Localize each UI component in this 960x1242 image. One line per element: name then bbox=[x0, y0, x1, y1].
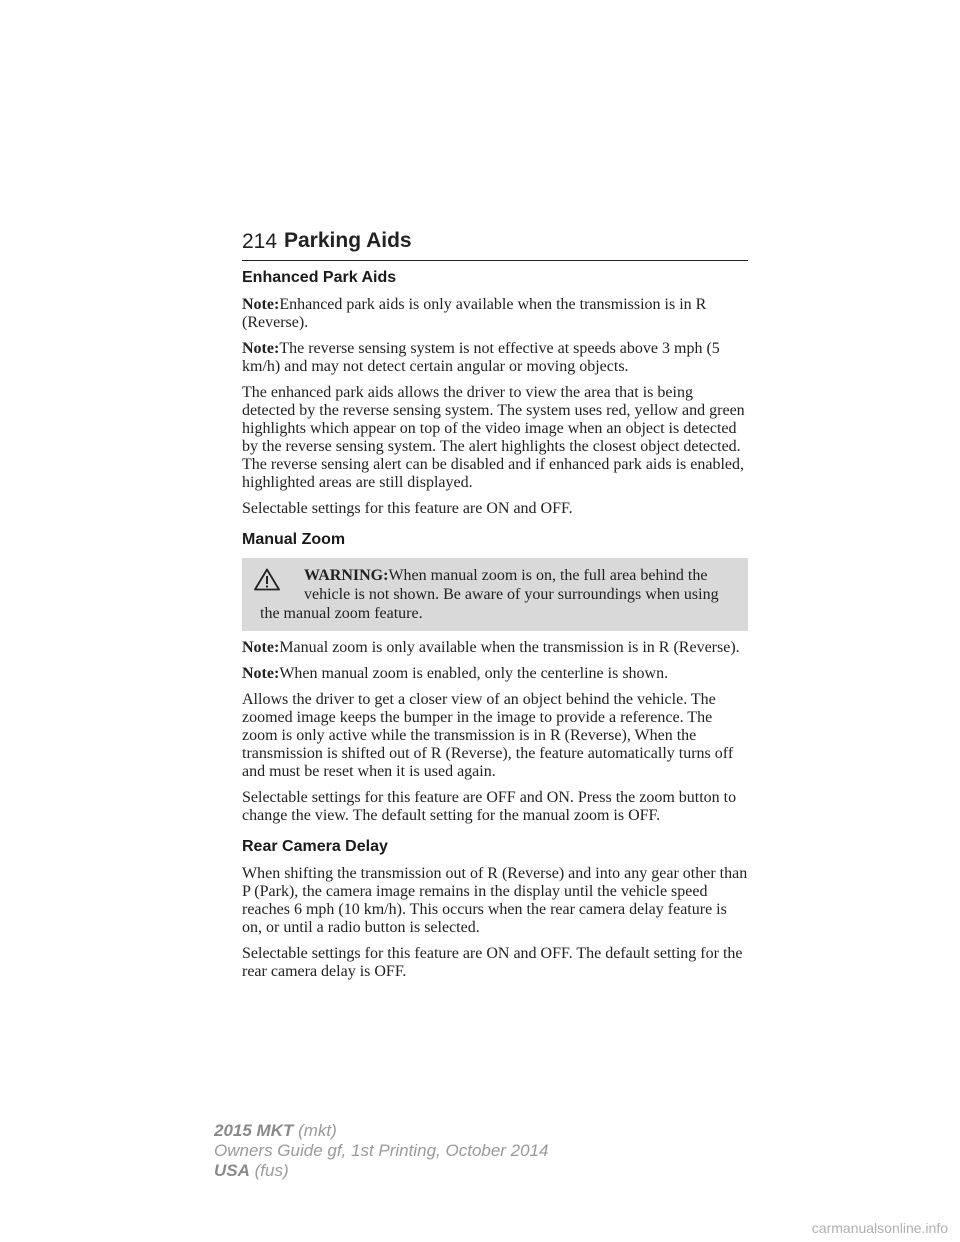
note-text: Enhanced park aids is only available when the transmission is in R (Reverse). bbox=[242, 296, 707, 331]
body-paragraph: The enhanced park aids allows the driver to view the area that is being detected by the reverse sensing system. The system uses red, yellow and green highlights which appear on top of the video image when an object is detected by the reverse sensing system. The alert highlights the closest object detected. The reverse sensing alert can be disabled and if enhanced park aids is enabled, highlighted areas are still displayed. bbox=[242, 384, 745, 491]
note-text: When manual zoom is enabled, only the centerline is shown. bbox=[279, 665, 669, 682]
warning-text bbox=[260, 566, 738, 623]
settings-paragraph: Selectable settings for this feature are OFF and ON. Press the zoom button to change the view. The default setting for the manual zoom is OFF. bbox=[242, 789, 737, 824]
warning-text-continued: the manual zoom feature. bbox=[260, 605, 423, 622]
warning-box bbox=[242, 558, 748, 631]
footer-line-edition: Owners Guide gf, 1st Printing, October 2014 bbox=[214, 1141, 549, 1160]
footer-line-market: USA (fus) bbox=[214, 1161, 289, 1180]
note-paragraph bbox=[242, 296, 748, 332]
note-paragraph bbox=[242, 665, 748, 683]
page-content bbox=[242, 268, 748, 989]
section-heading-manual-zoom: Manual Zoom bbox=[242, 531, 346, 548]
warning-triangle-icon bbox=[254, 568, 280, 591]
note-paragraph bbox=[242, 340, 748, 376]
note-label: Note: bbox=[242, 296, 280, 313]
body-paragraph: When shifting the transmission out of R (Reverse) and into any gear other than P (Park), the camera image remains in the display until the vehicle speed reaches 6 mph (10 km/h). This occurs when the rear camera delay feature is on, or until a radio button is selected. bbox=[242, 865, 748, 936]
warning-text-line: When manual zoom is on, the full area behind the vehicle is not shown. Be aware of your surroundings when using bbox=[304, 567, 719, 603]
section-heading-enhanced-park-aids: Enhanced Park Aids bbox=[242, 269, 397, 286]
note-label: Note: bbox=[242, 340, 280, 357]
site-watermark: carmanualsonline.info bbox=[811, 1220, 948, 1236]
note-label: Note: bbox=[242, 639, 280, 656]
note-paragraph bbox=[242, 639, 748, 657]
note-text: The reverse sensing system is not effective at speeds above 3 mph (5 km/h) and may not detect certain angular or moving objects. bbox=[242, 340, 720, 375]
page-header bbox=[242, 226, 748, 261]
page-number: 214 bbox=[242, 230, 278, 253]
settings-paragraph: Selectable settings for this feature are ON and OFF. bbox=[242, 500, 573, 517]
body-paragraph: Allows the driver to get a closer view of an object behind the vehicle. The zoomed image keeps the bumper in the image to provide a reference. The zoom is only active while the transmission is in R (Reverse), When the transmission is shifted out of R (Reverse), the feature automatically turns off and must be reset when it is used again. bbox=[242, 691, 734, 780]
note-text: Manual zoom is only available when the transmission is in R (Reverse). bbox=[279, 639, 740, 656]
warning-label: WARNING: bbox=[304, 567, 389, 584]
print-footer bbox=[214, 1121, 549, 1181]
footer-line-model: 2015 MKT (mkt) bbox=[214, 1121, 337, 1140]
settings-paragraph: Selectable settings for this feature are ON and OFF. The default setting for the rear camera delay is OFF. bbox=[242, 945, 743, 980]
section-heading-rear-camera-delay: Rear Camera Delay bbox=[242, 838, 388, 855]
note-label: Note: bbox=[242, 665, 280, 682]
page-title: Parking Aids bbox=[284, 229, 412, 252]
